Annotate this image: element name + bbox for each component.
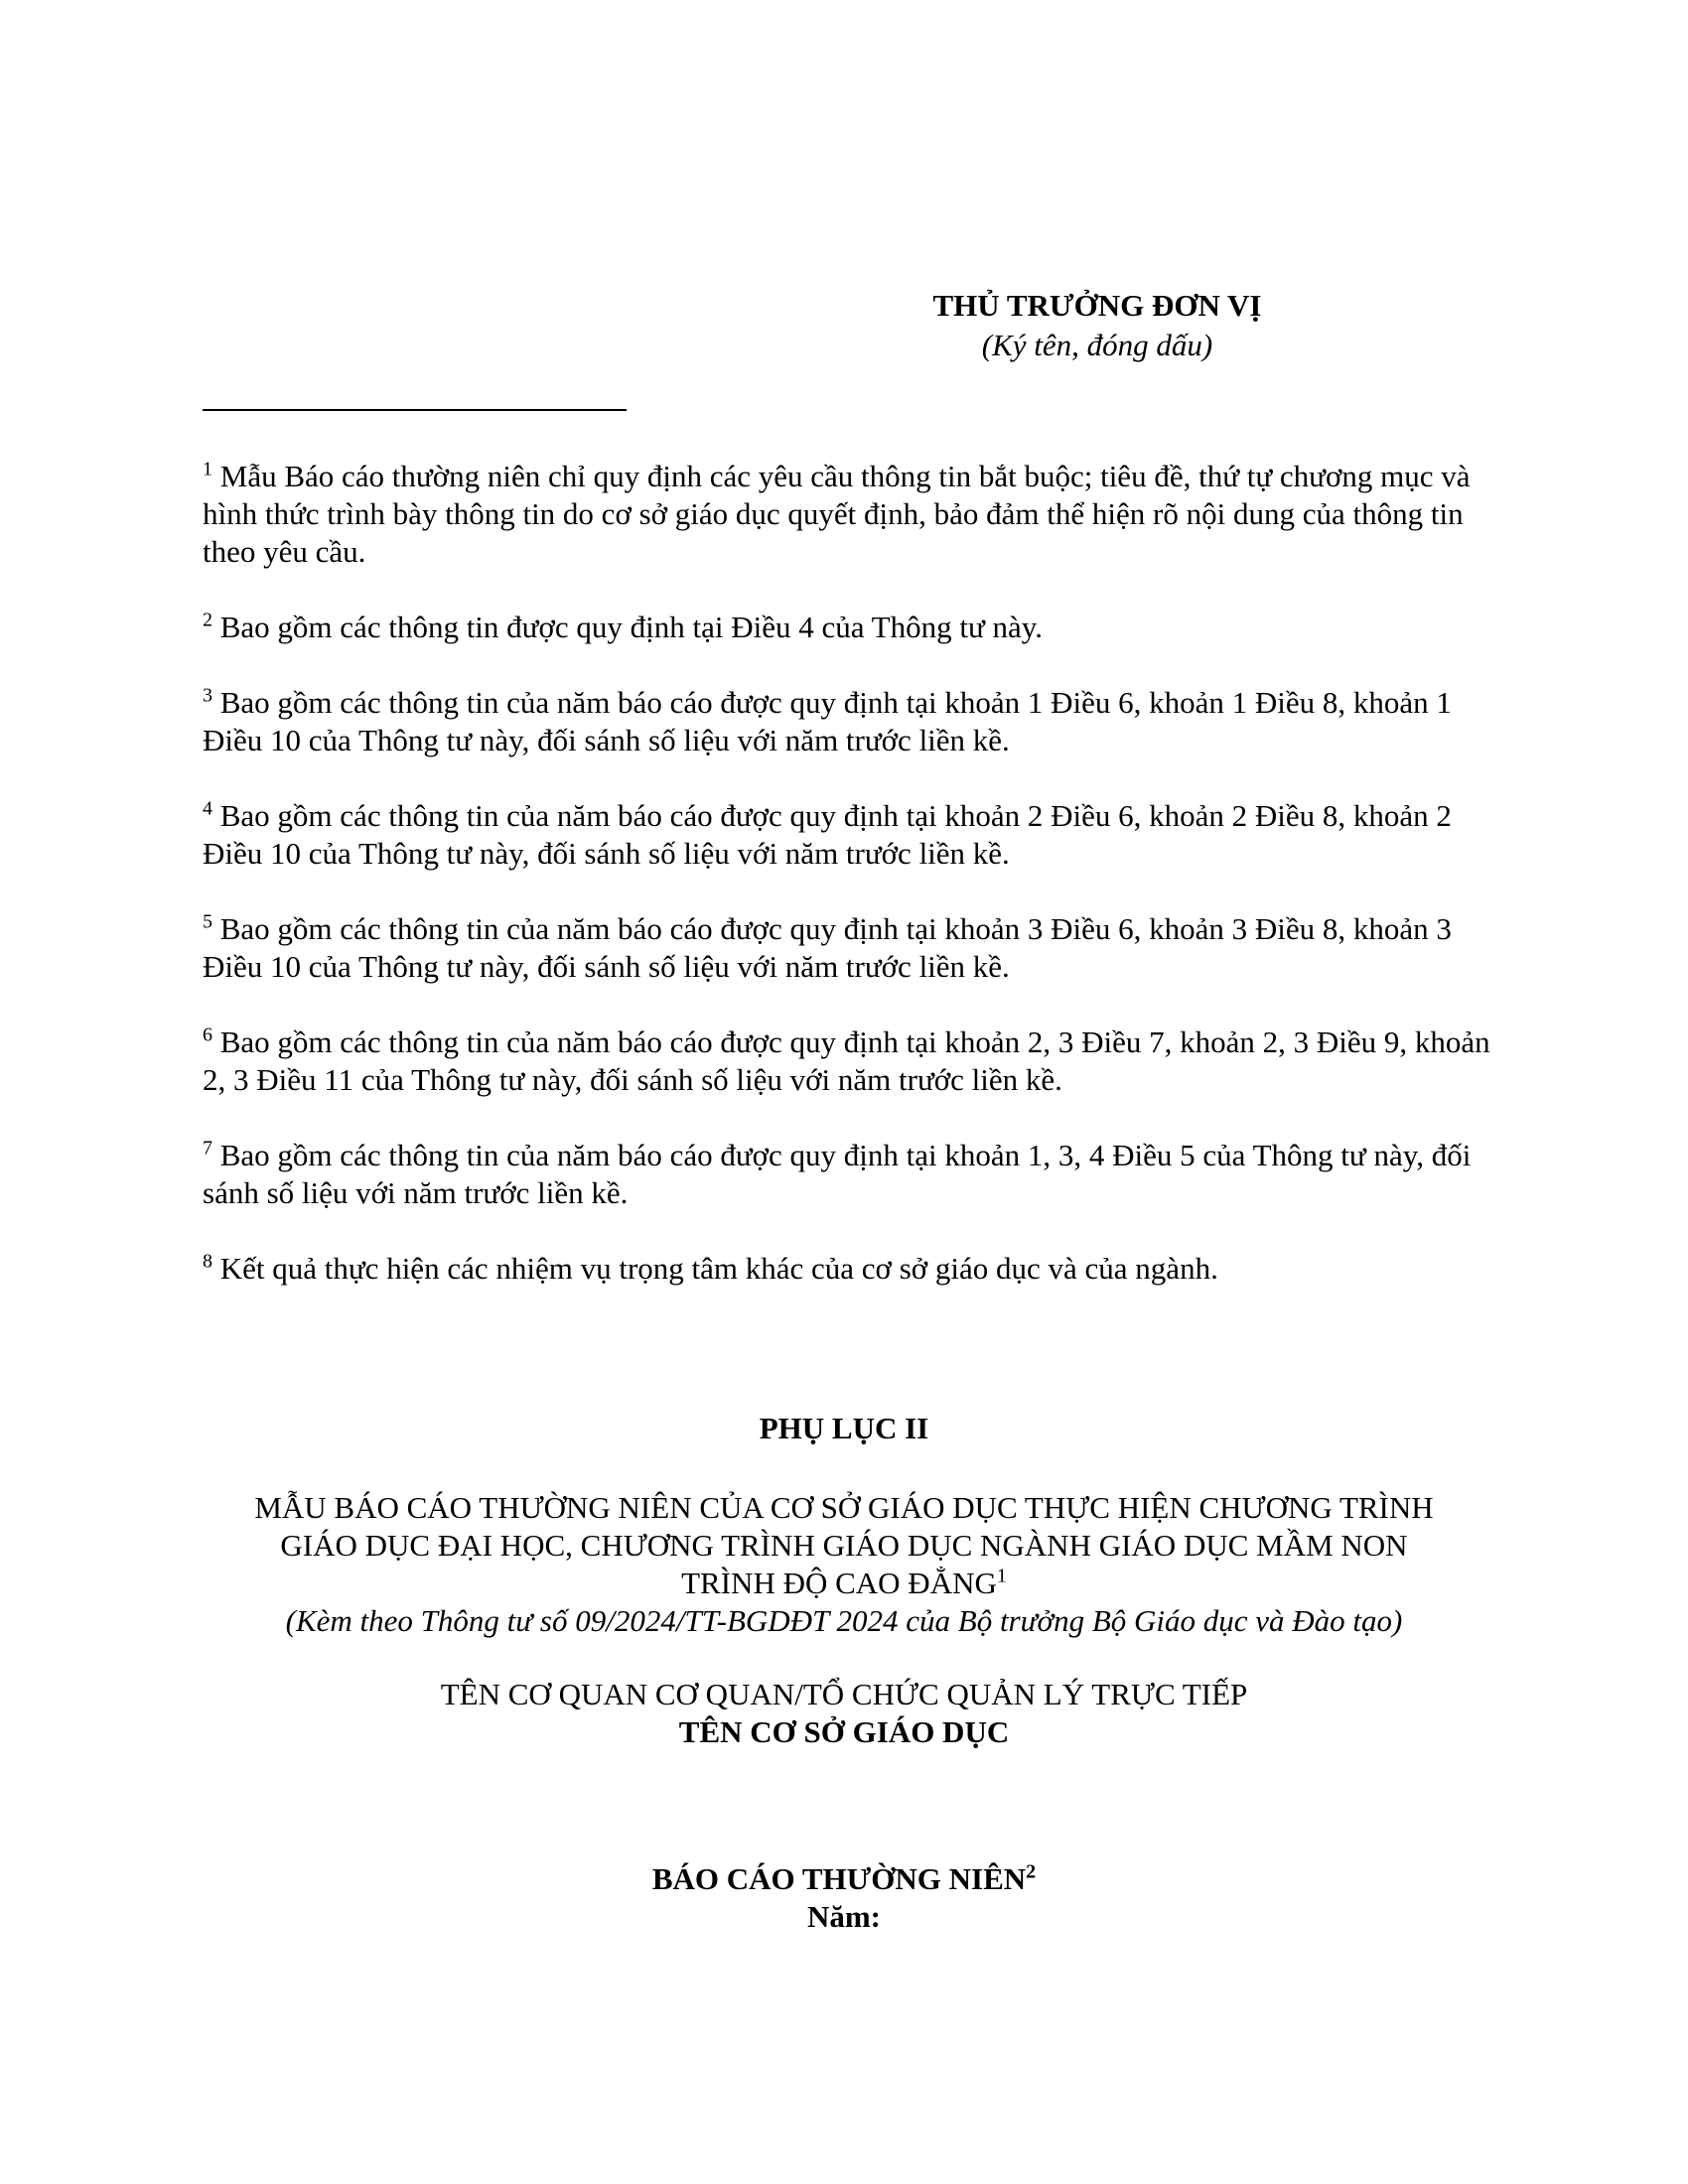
footnote-mark: 8 <box>203 1250 212 1273</box>
report-title-footnote-mark: 2 <box>1026 1860 1037 1883</box>
footnotes <box>203 458 1493 1325</box>
footnote-5 <box>203 910 1493 986</box>
appendix-header <box>149 1410 1539 1936</box>
footnote-text: Bao gồm các thông tin của năm báo cáo được quy định tại khoản 2 Điều 6, khoản 2 Điều 8, khoản 2 Điều 10 của Thông tư này, đối sánh số liệu với năm trước liền kề. <box>203 798 1452 871</box>
footnote-7 <box>203 1137 1493 1212</box>
footnote-text: Bao gồm các thông tin của năm báo cáo được quy định tại khoản 3 Điều 6, khoản 3 Điều 8, khoản 3 Điều 10 của Thông tư này, đối sánh số liệu với năm trước liền kề. <box>203 911 1452 984</box>
issuer-block <box>149 1676 1539 1751</box>
footnote-6 <box>203 1024 1493 1099</box>
appendix-heading: PHỤ LỤC II <box>759 1411 929 1445</box>
footnote-1 <box>203 458 1493 571</box>
institution-line: TÊN CƠ SỞ GIÁO DỤC <box>678 1714 1010 1749</box>
footnote-text: Kết quả thực hiện các nhiệm vụ trọng tâm khác của cơ sở giáo dục và của ngành. <box>219 1251 1218 1286</box>
footnote-text: Bao gồm các thông tin của năm báo cáo được quy định tại khoản 1 Điều 6, khoản 1 Điều 8, khoản 1 Điều 10 của Thông tư này, đối sánh số liệu với năm trước liền kề. <box>203 685 1452 757</box>
footnote-mark: 6 <box>203 1024 212 1046</box>
footnote-text: Bao gồm các thông tin được quy định tại Điều 4 của Thông tư này. <box>219 610 1044 644</box>
report-title-text: BÁO CÁO THƯỜNG NIÊN <box>651 1861 1027 1896</box>
report-title-block <box>149 1860 1539 1936</box>
footnote-separator <box>203 409 627 411</box>
appendix-title-line-3-text: TRÌNH ĐỘ CAO ĐẲNG <box>681 1566 997 1600</box>
footnote-3 <box>203 684 1493 759</box>
footnote-4 <box>203 797 1493 873</box>
appendix-title-line-1: MẪU BÁO CÁO THƯỜNG NIÊN CỦA CƠ SỞ GIÁO DỤC THỰC HIỆN CHƯƠNG TRÌNH <box>254 1490 1434 1525</box>
footnote-text: Mẫu Báo cáo thường niên chỉ quy định các yêu cầu thông tin bắt buộc; tiêu đề, thứ tự chương mục và hình thức trình bày thông tin do cơ sở giáo dục quyết định, bảo đảm thể hiện rõ nội dung của thông tin theo yêu cầu. <box>203 459 1471 569</box>
footnote-mark: 2 <box>203 609 212 631</box>
footnote-mark: 7 <box>203 1137 212 1160</box>
footnote-text: Bao gồm các thông tin của năm báo cáo được quy định tại khoản 1, 3, 4 Điều 5 của Thông tư này, đối sánh số liệu với năm trước liền kề. <box>203 1138 1472 1210</box>
signature-title: THỦ TRƯỞNG ĐƠN VỊ <box>932 288 1262 323</box>
footnote-text: Bao gồm các thông tin của năm báo cáo được quy định tại khoản 2, 3 Điều 7, khoản 2, 3 Điều 9, khoản 2, 3 Điều 11 của Thông tư này, đối sánh số liệu với năm trước liền kề. <box>203 1024 1490 1097</box>
appendix-title <box>149 1489 1539 1640</box>
signature-subtitle: (Ký tên, đóng dấu) <box>981 328 1213 362</box>
agency-line: TÊN CƠ QUAN CƠ QUAN/TỔ CHỨC QUẢN LÝ TRỰC TIẾP <box>440 1677 1248 1711</box>
footnote-mark: 1 <box>203 458 212 480</box>
footnote-8 <box>203 1250 1493 1288</box>
footnote-mark: 5 <box>203 910 212 933</box>
report-year-label: Năm: <box>806 1899 882 1934</box>
footnote-2 <box>203 609 1493 646</box>
appendix-title-line-3 <box>149 1565 1539 1602</box>
appendix-title-line-2: GIÁO DỤC ĐẠI HỌC, CHƯƠNG TRÌNH GIÁO DỤC NGÀNH GIÁO DỤC MẦM NON <box>280 1528 1408 1563</box>
appendix-reference: (Kèm theo Thông tư số 09/2024/TT-BGDĐT 2024 của Bộ trưởng Bộ Giáo dục và Đào tạo) <box>285 1603 1403 1638</box>
signature-block <box>849 286 1345 365</box>
footnote-mark: 4 <box>203 797 212 820</box>
footnote-mark: 3 <box>203 684 212 707</box>
report-title <box>149 1860 1539 1898</box>
appendix-title-footnote-mark: 1 <box>996 1565 1007 1587</box>
